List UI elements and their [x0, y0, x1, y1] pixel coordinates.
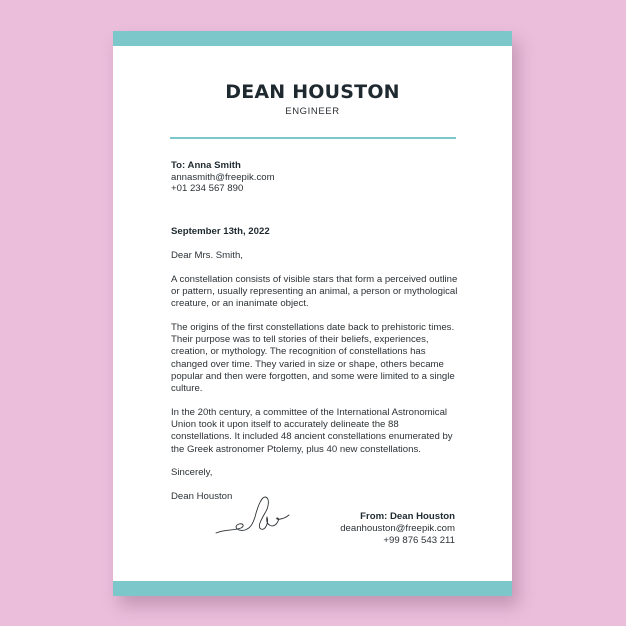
recipient-phone: +01 234 567 890 [171, 183, 244, 194]
recipient-block [171, 160, 275, 195]
sender-from: From: Dean Houston [360, 511, 455, 522]
sender-phone: +99 876 543 211 [383, 535, 455, 546]
letterhead-page [113, 31, 512, 596]
signer-name: Dean Houston [171, 491, 233, 502]
letter-date: September 13th, 2022 [171, 226, 270, 237]
sender-email: deanhouston@freepik.com [340, 523, 455, 534]
top-accent-band [113, 31, 512, 46]
closing: Sincerely, [171, 467, 213, 478]
bottom-accent-band [113, 581, 512, 596]
salutation: Dear Mrs. Smith, [171, 250, 243, 261]
handwritten-signature [213, 493, 291, 539]
sender-role: ENGINEER [285, 106, 340, 117]
sender-name-title: DEAN HOUSTON [225, 81, 400, 103]
header-divider [170, 137, 456, 139]
recipient-email: annasmith@freepik.com [171, 171, 275, 183]
body-paragraph: A constellation consists of visible stars that form a perceived outline or pattern, usually representing an animal, a person or mythological creature, or an inanimate object. [171, 274, 458, 310]
sender-block [340, 511, 455, 547]
body-paragraph: The origins of the first constellations date back to prehistoric times. Their purpose was to tell stories of their beliefs, experiences, creation, or mythology. The recognition of constellations has changed over time. They varied in size or shape, others became popular and then were forgotten, and some were limited to a single culture. [171, 322, 455, 395]
body-paragraph: In the 20th century, a committee of the International Astronomical Union took it upon itself to accurately delineate the 88 constellations. It included 48 ancient constellations enumerated by the Greek astronomer Ptolemy, plus 40 new constellations. [171, 407, 453, 455]
recipient-name: To: Anna Smith [171, 160, 241, 171]
